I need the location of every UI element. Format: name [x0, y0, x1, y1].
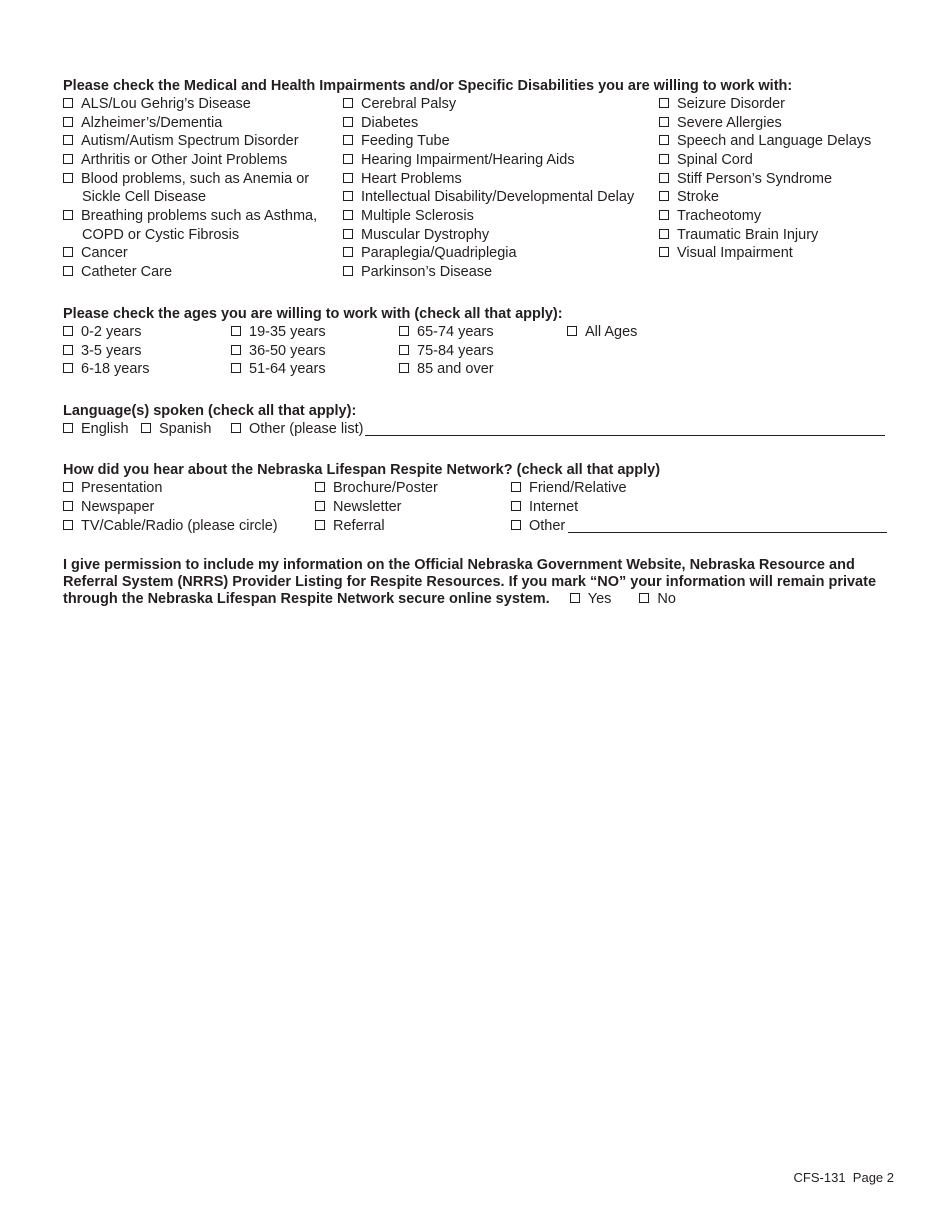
checkbox-paraplegia[interactable]: Paraplegia/Quadriplegia	[343, 244, 517, 263]
checkbox-catheter-care[interactable]: Catheter Care	[63, 263, 172, 282]
checkbox-icon[interactable]	[315, 520, 325, 530]
checkbox-alzheimers[interactable]: Alzheimer’s/Dementia	[63, 114, 222, 133]
checkbox-age-51-64[interactable]: 51-64 years	[231, 360, 326, 379]
checkbox-speech-language[interactable]: Speech and Language Delays	[659, 132, 871, 151]
checkbox-icon[interactable]	[63, 326, 73, 336]
checkbox-presentation[interactable]: Presentation	[63, 479, 162, 498]
checkbox-icon[interactable]	[343, 210, 353, 220]
checkbox-icon[interactable]	[315, 501, 325, 511]
checkbox-icon[interactable]	[343, 191, 353, 201]
checkbox-age-36-50[interactable]: 36-50 years	[231, 342, 326, 361]
checkbox-stroke[interactable]: Stroke	[659, 188, 719, 207]
checkbox-cancer[interactable]: Cancer	[63, 244, 128, 263]
checkbox-stiff-person[interactable]: Stiff Person’s Syndrome	[659, 170, 832, 189]
permission-statement	[63, 557, 893, 608]
checkbox-age-65-74[interactable]: 65-74 years	[399, 323, 494, 342]
checkbox-icon[interactable]	[567, 326, 577, 336]
hear-heading: How did you hear about the Nebraska Lifespan Respite Network? (check all that apply)	[63, 462, 661, 478]
checkbox-friend-relative[interactable]: Friend/Relative	[511, 479, 627, 498]
checkbox-visual-impairment[interactable]: Visual Impairment	[659, 244, 793, 263]
checkbox-brochure[interactable]: Brochure/Poster	[315, 479, 438, 498]
checkbox-icon[interactable]	[399, 345, 409, 355]
checkbox-newspaper[interactable]: Newspaper	[63, 498, 154, 517]
checkbox-icon[interactable]	[343, 173, 353, 183]
checkbox-english[interactable]: English	[63, 420, 129, 439]
checkbox-icon[interactable]	[399, 326, 409, 336]
checkbox-icon[interactable]	[63, 501, 73, 511]
breathing-problems-continued: COPD or Cystic Fibrosis	[82, 227, 240, 243]
checkbox-heart-problems[interactable]: Heart Problems	[343, 170, 462, 189]
checkbox-diabetes[interactable]: Diabetes	[343, 114, 418, 133]
other-language-input[interactable]	[365, 421, 885, 436]
checkbox-icon[interactable]	[659, 173, 669, 183]
checkbox-age-3-5[interactable]: 3-5 years	[63, 342, 141, 361]
checkbox-icon[interactable]	[63, 135, 73, 145]
checkbox-icon[interactable]	[63, 482, 73, 492]
other-source-input[interactable]	[568, 518, 887, 533]
ages-heading: Please check the ages you are willing to work with (check all that apply):	[63, 306, 563, 322]
checkbox-muscular-dystrophy[interactable]: Muscular Dystrophy	[343, 226, 489, 245]
page-footer: CFS-131 Page 2	[793, 1170, 894, 1185]
checkbox-icon[interactable]	[63, 345, 73, 355]
checkbox-icon[interactable]	[343, 229, 353, 239]
checkbox-tv-cable-radio[interactable]: TV/Cable/Radio (please circle)	[63, 517, 278, 536]
checkbox-icon[interactable]	[63, 210, 73, 220]
checkbox-permission-yes[interactable]: Yes	[570, 591, 612, 607]
checkbox-icon[interactable]	[63, 247, 73, 257]
checkbox-icon[interactable]	[399, 363, 409, 373]
checkbox-intellectual-disability[interactable]: Intellectual Disability/Developmental Delay	[343, 188, 634, 207]
checkbox-als[interactable]: ALS/Lou Gehrig’s Disease	[63, 95, 251, 114]
checkbox-all-ages[interactable]: All Ages	[567, 323, 637, 342]
checkbox-icon[interactable]	[659, 117, 669, 127]
checkbox-icon[interactable]	[231, 345, 241, 355]
checkbox-hearing-impairment[interactable]: Hearing Impairment/Hearing Aids	[343, 151, 575, 170]
checkbox-blood-problems[interactable]: Blood problems, such as Anemia or	[63, 170, 309, 189]
checkbox-internet[interactable]: Internet	[511, 498, 578, 517]
checkbox-icon[interactable]	[63, 363, 73, 373]
checkbox-other-source[interactable]: Other	[511, 517, 565, 536]
blood-problems-continued: Sickle Cell Disease	[82, 189, 207, 205]
checkbox-icon[interactable]	[63, 423, 73, 433]
checkbox-icon[interactable]	[659, 191, 669, 201]
checkbox-multiple-sclerosis[interactable]: Multiple Sclerosis	[343, 207, 474, 226]
checkbox-icon[interactable]	[659, 135, 669, 145]
checkbox-icon[interactable]	[231, 423, 241, 433]
checkbox-age-75-84[interactable]: 75-84 years	[399, 342, 494, 361]
checkbox-icon[interactable]	[659, 229, 669, 239]
checkbox-icon[interactable]	[343, 154, 353, 164]
checkbox-icon[interactable]	[659, 210, 669, 220]
checkbox-icon[interactable]	[659, 247, 669, 257]
checkbox-icon[interactable]	[63, 98, 73, 108]
checkbox-icon[interactable]	[511, 501, 521, 511]
checkbox-icon[interactable]	[63, 173, 73, 183]
checkbox-arthritis[interactable]: Arthritis or Other Joint Problems	[63, 151, 287, 170]
checkbox-icon[interactable]	[141, 423, 151, 433]
checkbox-icon[interactable]	[511, 482, 521, 492]
checkbox-icon[interactable]	[639, 593, 649, 603]
checkbox-other-language[interactable]: Other (please list)	[231, 420, 363, 439]
checkbox-icon[interactable]	[511, 520, 521, 530]
checkbox-tracheotomy[interactable]: Tracheotomy	[659, 207, 761, 226]
checkbox-age-6-18[interactable]: 6-18 years	[63, 360, 150, 379]
checkbox-parkinsons[interactable]: Parkinson’s Disease	[343, 263, 492, 282]
checkbox-age-19-35[interactable]: 19-35 years	[231, 323, 326, 342]
checkbox-age-85-over[interactable]: 85 and over	[399, 360, 494, 379]
checkbox-icon[interactable]	[63, 266, 73, 276]
checkbox-icon[interactable]	[63, 117, 73, 127]
medical-heading: Please check the Medical and Health Impairments and/or Specific Disabilities you are willing to work with:	[63, 78, 793, 94]
checkbox-seizure-disorder[interactable]: Seizure Disorder	[659, 95, 785, 114]
checkbox-spanish[interactable]: Spanish	[141, 420, 211, 439]
checkbox-autism[interactable]: Autism/Autism Spectrum Disorder	[63, 132, 299, 151]
checkbox-icon[interactable]	[570, 593, 580, 603]
checkbox-icon[interactable]	[659, 154, 669, 164]
checkbox-icon[interactable]	[343, 247, 353, 257]
checkbox-icon[interactable]	[63, 520, 73, 530]
permission-text: I give permission to include my information on the Official Nebraska Government Website, Nebraska Resource and Referral System (NRRS) Provider Listing for Respite Resources. If you mark “NO” your information will remain private through the Nebraska Lifespan Respite Network secure online system.	[63, 557, 877, 607]
checkbox-referral[interactable]: Referral	[315, 517, 385, 536]
checkbox-age-0-2[interactable]: 0-2 years	[63, 323, 141, 342]
checkbox-icon[interactable]	[343, 135, 353, 145]
checkbox-permission-no[interactable]: No	[639, 591, 676, 607]
language-heading: Language(s) spoken (check all that apply):	[63, 403, 357, 419]
checkbox-icon[interactable]	[343, 98, 353, 108]
checkbox-traumatic-brain-injury[interactable]: Traumatic Brain Injury	[659, 226, 818, 245]
checkbox-newsletter[interactable]: Newsletter	[315, 498, 402, 517]
checkbox-icon[interactable]	[659, 98, 669, 108]
checkbox-icon[interactable]	[63, 154, 73, 164]
checkbox-breathing-problems[interactable]: Breathing problems such as Asthma,	[63, 207, 317, 226]
checkbox-feeding-tube[interactable]: Feeding Tube	[343, 132, 450, 151]
checkbox-severe-allergies[interactable]: Severe Allergies	[659, 114, 782, 133]
checkbox-icon[interactable]	[343, 266, 353, 276]
checkbox-spinal-cord[interactable]: Spinal Cord	[659, 151, 753, 170]
checkbox-icon[interactable]	[343, 117, 353, 127]
checkbox-icon[interactable]	[315, 482, 325, 492]
checkbox-icon[interactable]	[231, 326, 241, 336]
checkbox-cerebral-palsy[interactable]: Cerebral Palsy	[343, 95, 456, 114]
checkbox-icon[interactable]	[231, 363, 241, 373]
